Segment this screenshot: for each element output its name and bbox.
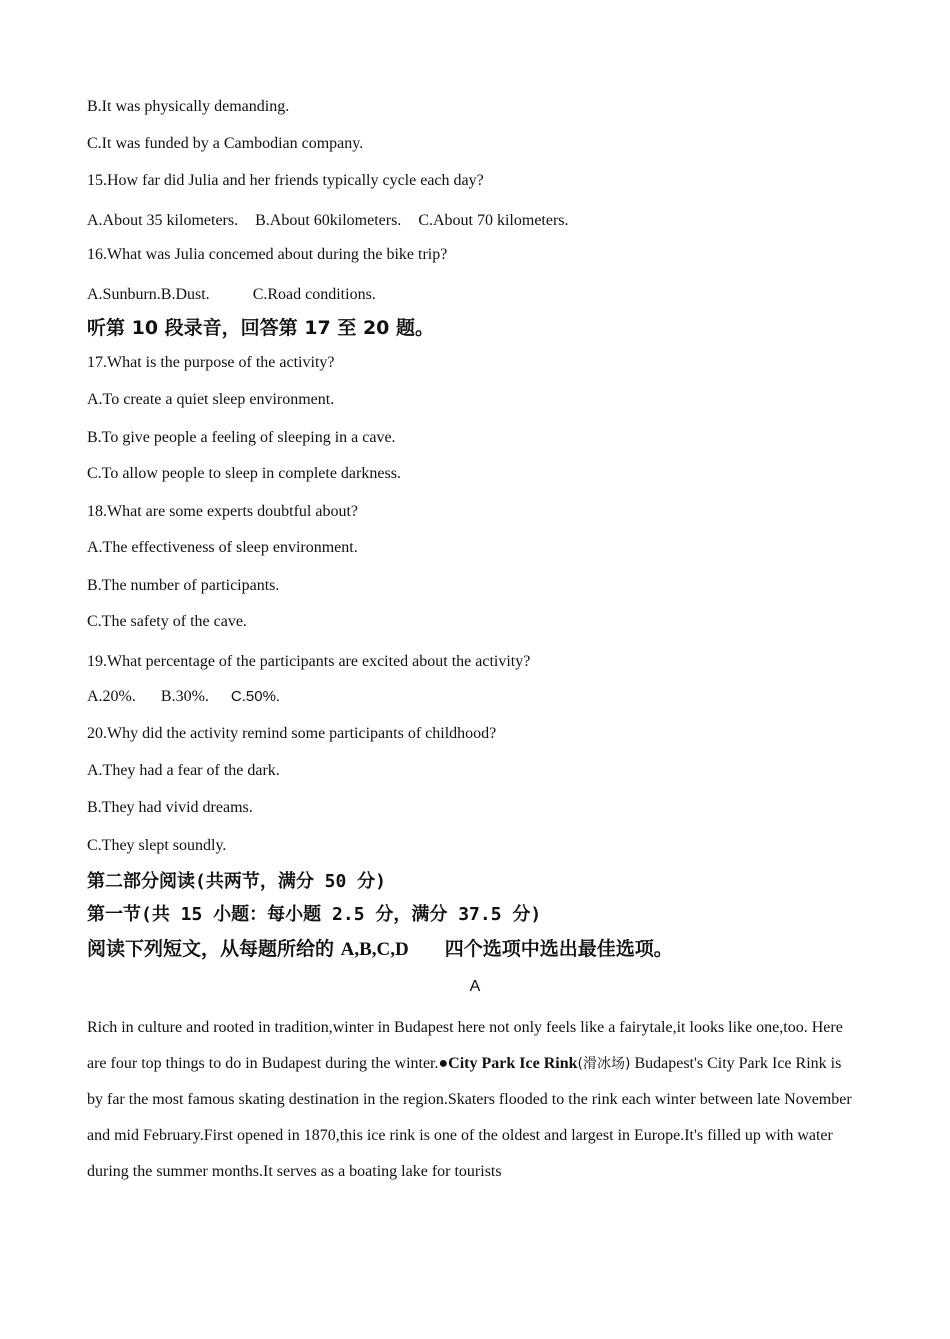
q16-option-c: C.Road conditions.: [252, 286, 376, 303]
passage-letter: A: [469, 978, 481, 995]
q15-options: [87, 211, 569, 231]
q20-question: 20.Why did the activity remind some participants of childhood?: [87, 725, 497, 742]
passage-body: Budapest's City Park Ice Rink is by far the most famous skating destination in the region.Skaters flooded to the rink each winter between late November and mid February.First opened in 1870,this ice rink is one of the oldest and largest in Europe.It's filled up with water during the summer months.It serves as a boating lake for tourists: [87, 1054, 852, 1180]
q18-option-a: A.The effectiveness of sleep environment.: [87, 539, 358, 556]
reading-instruction-letters: A,B,C,D: [340, 939, 409, 960]
q19-question: 19.What percentage of the participants are excited about the activity?: [87, 653, 531, 670]
q20-option-a: A.They had a fear of the dark.: [87, 762, 280, 779]
q17-option-c: C.To allow people to sleep in complete darkness.: [87, 465, 401, 482]
passage-bullet-note: (滑冰场): [577, 1055, 631, 1072]
passage-intro: Rich in culture and rooted in tradition,winter in Budapest here not only feels like a fairytale,it looks like one,too. Here are four top things to do in Budapest during the winter.: [87, 1019, 843, 1072]
passage-text: [87, 1010, 857, 1190]
section1-heading: 第一节(共 15 小题：每小题 2.5 分，满分 37.5 分): [87, 904, 542, 925]
q15-option-b: B.About 60kilometers.: [255, 212, 402, 229]
q18-option-c: C.The safety of the cave.: [87, 613, 247, 630]
section10-instruction: 听第 10 段录音，回答第 17 至 20 题。: [87, 317, 435, 339]
q19-options: [87, 687, 280, 707]
q15-question: 15.How far did Julia and her friends typically cycle each day?: [87, 172, 484, 189]
q17-option-b: B.To give people a feeling of sleeping in a cave.: [87, 429, 396, 446]
q19-option-b: B.30%.: [160, 688, 209, 705]
reading-instruction-pre: 阅读下列短文，从每题所给的: [87, 938, 341, 960]
q17-question: 17.What is the purpose of the activity?: [87, 354, 335, 371]
part2-heading: 第二部分阅读(共两节，满分 50 分): [87, 871, 387, 892]
q16-options: [87, 285, 376, 305]
q14-option-c: C.It was funded by a Cambodian company.: [87, 135, 364, 152]
q18-option-b: B.The number of participants.: [87, 577, 280, 594]
reading-instruction: [87, 937, 673, 962]
q20-option-c: C.They slept soundly.: [87, 837, 227, 854]
q16-option-b: B.Dust.: [160, 286, 210, 303]
q16-question: 16.What was Julia concemed about during the bike trip?: [87, 246, 448, 263]
q15-option-a: A.About 35 kilometers.: [87, 212, 239, 229]
q19-option-a: A.20%.: [87, 688, 136, 705]
q14-option-b: B.It was physically demanding.: [87, 98, 290, 115]
q17-option-a: A.To create a quiet sleep environment.: [87, 391, 335, 408]
q20-option-b: B.They had vivid dreams.: [87, 799, 253, 816]
q19-option-c: C.50%.: [230, 688, 281, 705]
reading-instruction-post: 四个选项中选出最佳选项。: [444, 938, 673, 960]
q16-option-a: A.Sunburn.: [87, 286, 161, 303]
q18-question: 18.What are some experts doubtful about?: [87, 503, 359, 520]
q15-option-c: C.About 70 kilometers.: [418, 212, 569, 229]
passage-bullet-title: ●City Park Ice Rink: [438, 1054, 578, 1072]
